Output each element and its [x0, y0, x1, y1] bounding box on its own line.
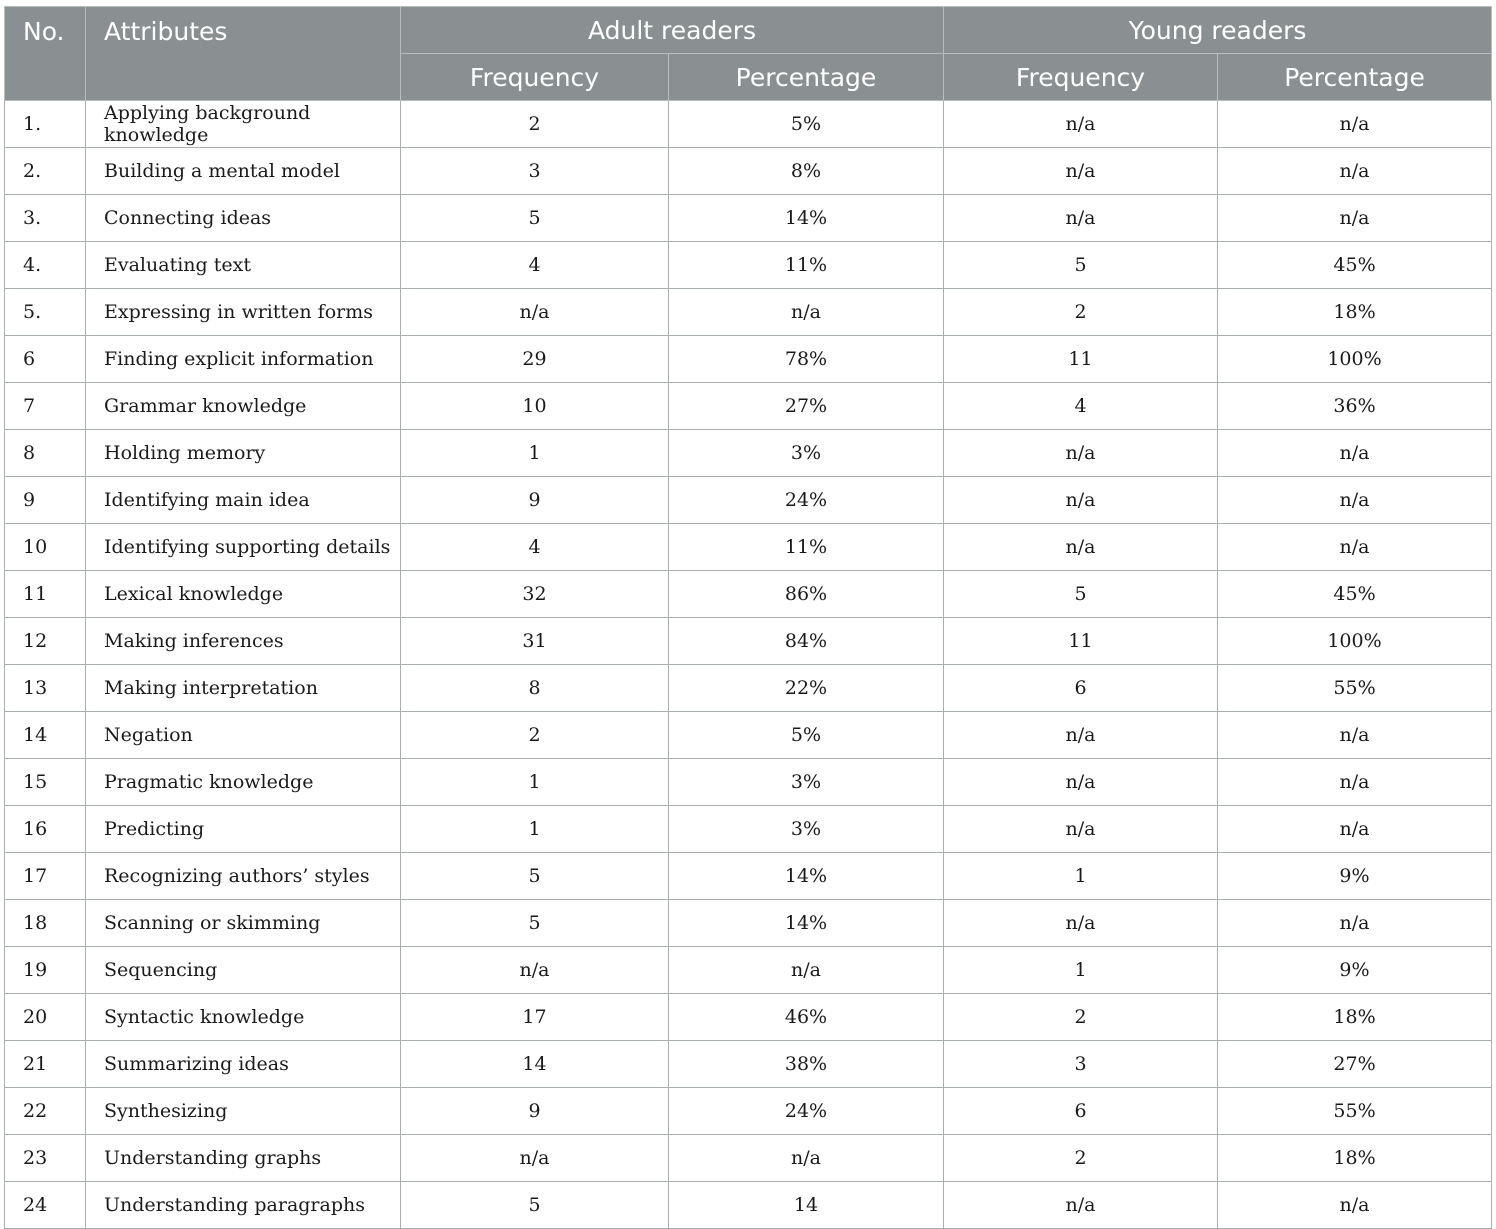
cell-no: 10 [5, 524, 86, 571]
cell-adult-frequency: 14 [401, 1041, 669, 1088]
cell-adult-percentage: 14% [669, 900, 944, 947]
cell-adult-percentage: 11% [669, 524, 944, 571]
cell-adult-frequency: 5 [401, 195, 669, 242]
table-row [5, 853, 1492, 900]
table-row [5, 477, 1492, 524]
cell-attribute: Evaluating text [86, 242, 401, 289]
cell-young-frequency: n/a [944, 759, 1218, 806]
cell-young-frequency: n/a [944, 1182, 1218, 1229]
cell-attribute: Pragmatic knowledge [86, 759, 401, 806]
cell-no: 2. [5, 148, 86, 195]
cell-young-frequency: 2 [944, 289, 1218, 336]
cell-adult-frequency: 4 [401, 524, 669, 571]
cell-adult-percentage: 38% [669, 1041, 944, 1088]
cell-attribute: Identifying main idea [86, 477, 401, 524]
cell-young-frequency: 6 [944, 665, 1218, 712]
cell-adult-percentage: 84% [669, 618, 944, 665]
cell-no: 11 [5, 571, 86, 618]
cell-adult-percentage: 3% [669, 430, 944, 477]
cell-young-frequency: n/a [944, 806, 1218, 853]
cell-young-percentage: n/a [1218, 806, 1492, 853]
cell-no: 7 [5, 383, 86, 430]
table-row [5, 759, 1492, 806]
table-row [5, 1135, 1492, 1182]
cell-attribute: Recognizing authors’ styles [86, 853, 401, 900]
cell-adult-frequency: 1 [401, 430, 669, 477]
cell-young-percentage: n/a [1218, 900, 1492, 947]
cell-adult-frequency: 29 [401, 336, 669, 383]
cell-adult-percentage: 5% [669, 712, 944, 759]
cell-young-frequency: 5 [944, 571, 1218, 618]
cell-adult-frequency: 8 [401, 665, 669, 712]
header-young-readers: Young readers [944, 7, 1492, 54]
cell-adult-percentage: 3% [669, 759, 944, 806]
cell-young-frequency: 11 [944, 618, 1218, 665]
cell-no: 24 [5, 1182, 86, 1229]
header-adult-percentage: Percentage [669, 54, 944, 101]
cell-adult-frequency: 5 [401, 1182, 669, 1229]
cell-no: 14 [5, 712, 86, 759]
table-header [5, 7, 1492, 101]
cell-no: 12 [5, 618, 86, 665]
cell-adult-frequency: 4 [401, 242, 669, 289]
cell-young-percentage: 100% [1218, 336, 1492, 383]
cell-young-frequency: 6 [944, 1088, 1218, 1135]
cell-adult-frequency: n/a [401, 1135, 669, 1182]
header-attributes: Attributes [86, 7, 401, 101]
cell-young-percentage: 18% [1218, 289, 1492, 336]
cell-no: 6 [5, 336, 86, 383]
cell-adult-percentage: 78% [669, 336, 944, 383]
cell-attribute: Applying background knowledge [86, 101, 401, 148]
cell-attribute: Scanning or skimming [86, 900, 401, 947]
table-row [5, 571, 1492, 618]
cell-attribute: Understanding paragraphs [86, 1182, 401, 1229]
cell-no: 13 [5, 665, 86, 712]
cell-young-frequency: n/a [944, 477, 1218, 524]
table-row [5, 195, 1492, 242]
cell-adult-percentage: 8% [669, 148, 944, 195]
cell-adult-frequency: 5 [401, 900, 669, 947]
table-row [5, 806, 1492, 853]
cell-young-frequency: 1 [944, 853, 1218, 900]
table-row [5, 524, 1492, 571]
table-row [5, 994, 1492, 1041]
cell-adult-frequency: 10 [401, 383, 669, 430]
table-row [5, 1041, 1492, 1088]
cell-adult-frequency: 17 [401, 994, 669, 1041]
cell-young-frequency: 1 [944, 947, 1218, 994]
table-row [5, 618, 1492, 665]
table-row [5, 1088, 1492, 1135]
cell-no: 3. [5, 195, 86, 242]
cell-attribute: Sequencing [86, 947, 401, 994]
cell-adult-frequency: n/a [401, 289, 669, 336]
cell-young-frequency: 4 [944, 383, 1218, 430]
cell-young-percentage: 45% [1218, 242, 1492, 289]
cell-adult-percentage: 24% [669, 477, 944, 524]
cell-young-percentage: 18% [1218, 994, 1492, 1041]
cell-no: 23 [5, 1135, 86, 1182]
cell-young-frequency: 3 [944, 1041, 1218, 1088]
cell-adult-percentage: 3% [669, 806, 944, 853]
cell-young-percentage: n/a [1218, 759, 1492, 806]
cell-adult-percentage: n/a [669, 947, 944, 994]
cell-no: 22 [5, 1088, 86, 1135]
table-row [5, 712, 1492, 759]
cell-young-frequency: 5 [944, 242, 1218, 289]
cell-young-percentage: n/a [1218, 524, 1492, 571]
cell-no: 20 [5, 994, 86, 1041]
cell-no: 4. [5, 242, 86, 289]
table-row [5, 1182, 1492, 1229]
cell-no: 19 [5, 947, 86, 994]
cell-young-frequency: n/a [944, 101, 1218, 148]
cell-young-frequency: 11 [944, 336, 1218, 383]
header-no: No. [5, 7, 86, 101]
cell-adult-percentage: 24% [669, 1088, 944, 1135]
cell-no: 8 [5, 430, 86, 477]
cell-attribute: Grammar knowledge [86, 383, 401, 430]
table-row [5, 900, 1492, 947]
table-row [5, 148, 1492, 195]
cell-adult-frequency: 9 [401, 477, 669, 524]
cell-adult-frequency: 5 [401, 853, 669, 900]
table-body [5, 101, 1492, 1229]
cell-no: 16 [5, 806, 86, 853]
cell-attribute: Summarizing ideas [86, 1041, 401, 1088]
table-row [5, 242, 1492, 289]
cell-young-percentage: 18% [1218, 1135, 1492, 1182]
cell-young-percentage: 45% [1218, 571, 1492, 618]
cell-young-percentage: 55% [1218, 1088, 1492, 1135]
cell-attribute: Identifying supporting details [86, 524, 401, 571]
cell-young-percentage: n/a [1218, 148, 1492, 195]
cell-adult-frequency: 9 [401, 1088, 669, 1135]
header-young-frequency: Frequency [944, 54, 1218, 101]
cell-young-percentage: 100% [1218, 618, 1492, 665]
cell-adult-percentage: 14% [669, 195, 944, 242]
cell-adult-percentage: 46% [669, 994, 944, 1041]
cell-young-frequency: n/a [944, 712, 1218, 759]
cell-adult-frequency: 3 [401, 148, 669, 195]
cell-young-frequency: 2 [944, 994, 1218, 1041]
cell-young-percentage: 9% [1218, 947, 1492, 994]
table-row [5, 101, 1492, 148]
cell-young-frequency: n/a [944, 195, 1218, 242]
header-young-percentage: Percentage [1218, 54, 1492, 101]
cell-young-percentage: n/a [1218, 195, 1492, 242]
cell-adult-percentage: n/a [669, 1135, 944, 1182]
attributes-table [4, 6, 1492, 1229]
cell-young-percentage: 27% [1218, 1041, 1492, 1088]
cell-attribute: Making inferences [86, 618, 401, 665]
cell-adult-frequency: n/a [401, 947, 669, 994]
cell-adult-percentage: 27% [669, 383, 944, 430]
cell-adult-percentage: 22% [669, 665, 944, 712]
cell-attribute: Expressing in written forms [86, 289, 401, 336]
cell-no: 5. [5, 289, 86, 336]
cell-attribute: Lexical knowledge [86, 571, 401, 618]
table-row [5, 947, 1492, 994]
table-row [5, 430, 1492, 477]
cell-adult-percentage: 5% [669, 101, 944, 148]
cell-young-percentage: 9% [1218, 853, 1492, 900]
cell-young-frequency: 2 [944, 1135, 1218, 1182]
cell-adult-frequency: 32 [401, 571, 669, 618]
table-row [5, 336, 1492, 383]
cell-adult-frequency: 2 [401, 712, 669, 759]
cell-adult-frequency: 1 [401, 806, 669, 853]
cell-adult-percentage: 14% [669, 853, 944, 900]
cell-adult-frequency: 2 [401, 101, 669, 148]
cell-young-percentage: 36% [1218, 383, 1492, 430]
cell-attribute: Synthesizing [86, 1088, 401, 1135]
cell-no: 21 [5, 1041, 86, 1088]
cell-no: 15 [5, 759, 86, 806]
table-row [5, 289, 1492, 336]
cell-attribute: Finding explicit information [86, 336, 401, 383]
cell-attribute: Building a mental model [86, 148, 401, 195]
cell-young-percentage: n/a [1218, 1182, 1492, 1229]
cell-adult-percentage: n/a [669, 289, 944, 336]
cell-adult-percentage: 11% [669, 242, 944, 289]
cell-no: 9 [5, 477, 86, 524]
cell-no: 18 [5, 900, 86, 947]
cell-attribute: Holding memory [86, 430, 401, 477]
cell-no: 17 [5, 853, 86, 900]
cell-attribute: Making interpretation [86, 665, 401, 712]
header-adult-frequency: Frequency [401, 54, 669, 101]
cell-attribute: Predicting [86, 806, 401, 853]
cell-adult-percentage: 14 [669, 1182, 944, 1229]
cell-young-percentage: 55% [1218, 665, 1492, 712]
header-adult-readers: Adult readers [401, 7, 944, 54]
cell-no: 1. [5, 101, 86, 148]
cell-attribute: Negation [86, 712, 401, 759]
table-row [5, 665, 1492, 712]
cell-adult-frequency: 1 [401, 759, 669, 806]
cell-attribute: Syntactic knowledge [86, 994, 401, 1041]
cell-young-frequency: n/a [944, 900, 1218, 947]
cell-adult-frequency: 31 [401, 618, 669, 665]
table-row [5, 383, 1492, 430]
cell-young-percentage: n/a [1218, 477, 1492, 524]
cell-young-percentage: n/a [1218, 430, 1492, 477]
cell-young-frequency: n/a [944, 148, 1218, 195]
cell-young-percentage: n/a [1218, 101, 1492, 148]
cell-attribute: Connecting ideas [86, 195, 401, 242]
cell-adult-percentage: 86% [669, 571, 944, 618]
cell-young-percentage: n/a [1218, 712, 1492, 759]
cell-attribute: Understanding graphs [86, 1135, 401, 1182]
cell-young-frequency: n/a [944, 524, 1218, 571]
cell-young-frequency: n/a [944, 430, 1218, 477]
